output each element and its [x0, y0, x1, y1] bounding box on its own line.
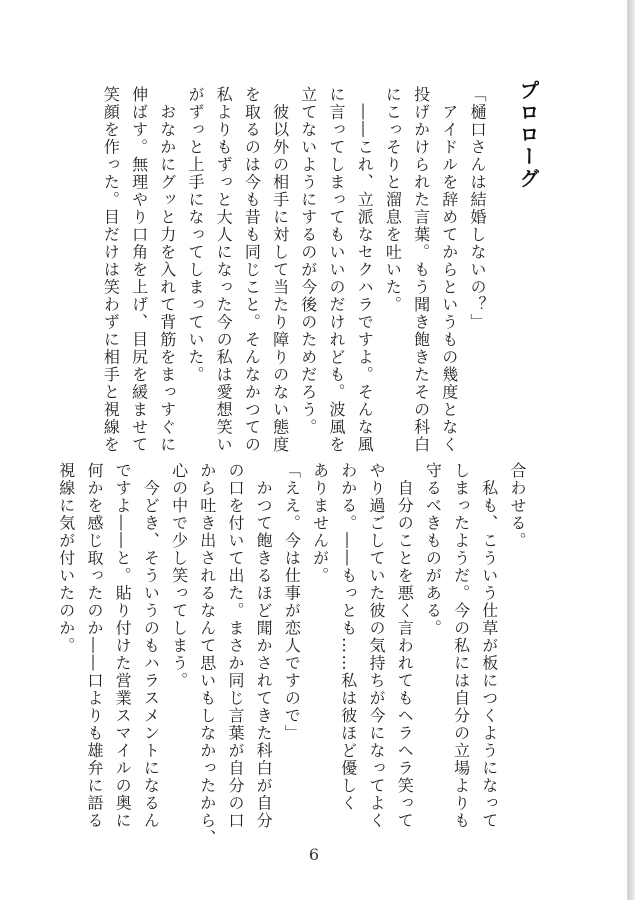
text-line: 私よりもずっと大人になった今の私は愛想笑い: [214, 86, 234, 454]
text-line: ですよ――と。貼り付けた営業スマイルの奥に: [113, 462, 133, 830]
text-line: かつて飽きるほど聞かされてきた科白が自分: [254, 462, 274, 830]
text-line: 立てないようにするのが今後のためだろう。: [298, 86, 318, 436]
text-line: 「樋口さんは結婚しないの？」: [468, 86, 487, 331]
text-line: にこっそりと溜息を吐いた。: [383, 86, 403, 314]
text-line: がずっと上手になってしまっていた。: [185, 86, 205, 384]
text-line: から吐き出されるなんて思いもしなかったから、: [197, 462, 217, 847]
text-line: おなかにグッと力を入れて背筋をまっすぐに: [157, 86, 177, 454]
text-line: わかる。――もっとも……私は彼ほど優しく: [338, 462, 358, 812]
text-line: 何かを感じ取ったのか――口よりも雄弁に語る: [84, 462, 104, 830]
text-line: ありませんが。: [310, 462, 330, 585]
text-line: 自分のことを悪く言われてもヘラヘラ笑って: [395, 462, 415, 830]
text-line: やり過ごしていた彼の気持ちが今になってよく: [366, 462, 386, 830]
text-line: 「ええ。今は仕事が恋人ですので」: [282, 462, 302, 742]
text-line: 私も、こういう仕草が板につくようになって: [479, 462, 499, 830]
text-line: を取るのは今も昔も同じこと。そんなかつての: [242, 86, 262, 454]
text-line: 伸ばす。無理やり口角を上げ、目尻を緩ませて: [129, 86, 149, 454]
text-line: アイドルを辞めてからというもの幾度となく: [439, 86, 459, 454]
chapter-title: プロローグ: [516, 80, 540, 190]
text-line: 彼以外の相手に対して当たり障りのない態度: [270, 86, 290, 454]
text-line: の口を付いて出た。まさか同じ言葉が自分の口: [225, 462, 245, 830]
text-line: 今どき、そういうのもハラスメントになるん: [141, 462, 161, 830]
page-number: 6: [308, 845, 320, 864]
text-line: しまったようだ。今の私には自分の立場よりも: [451, 462, 471, 830]
text-line: ――これ、立派なセクハラですよ。そんな風: [355, 86, 375, 454]
text-line: 投げかけられた言葉。もう聞き飽きたその科白: [411, 86, 431, 454]
text-block-bottom: [52, 462, 531, 847]
text-line: 笑顔を作った。目だけは笑わずに相手と視線を: [101, 86, 121, 454]
text-line: に言ってしまってもいいのだけれども。波風を: [326, 86, 346, 454]
text-block-top: [96, 86, 531, 454]
text-line: 合わせる。: [508, 462, 527, 550]
text-line: 守るべきものがある。: [423, 462, 443, 637]
page-edge-shadow: [628, 0, 635, 900]
text-line: 視線に気が付いたのか。: [56, 462, 76, 655]
text-line: 心の中で少し笑ってしまう。: [169, 462, 189, 690]
